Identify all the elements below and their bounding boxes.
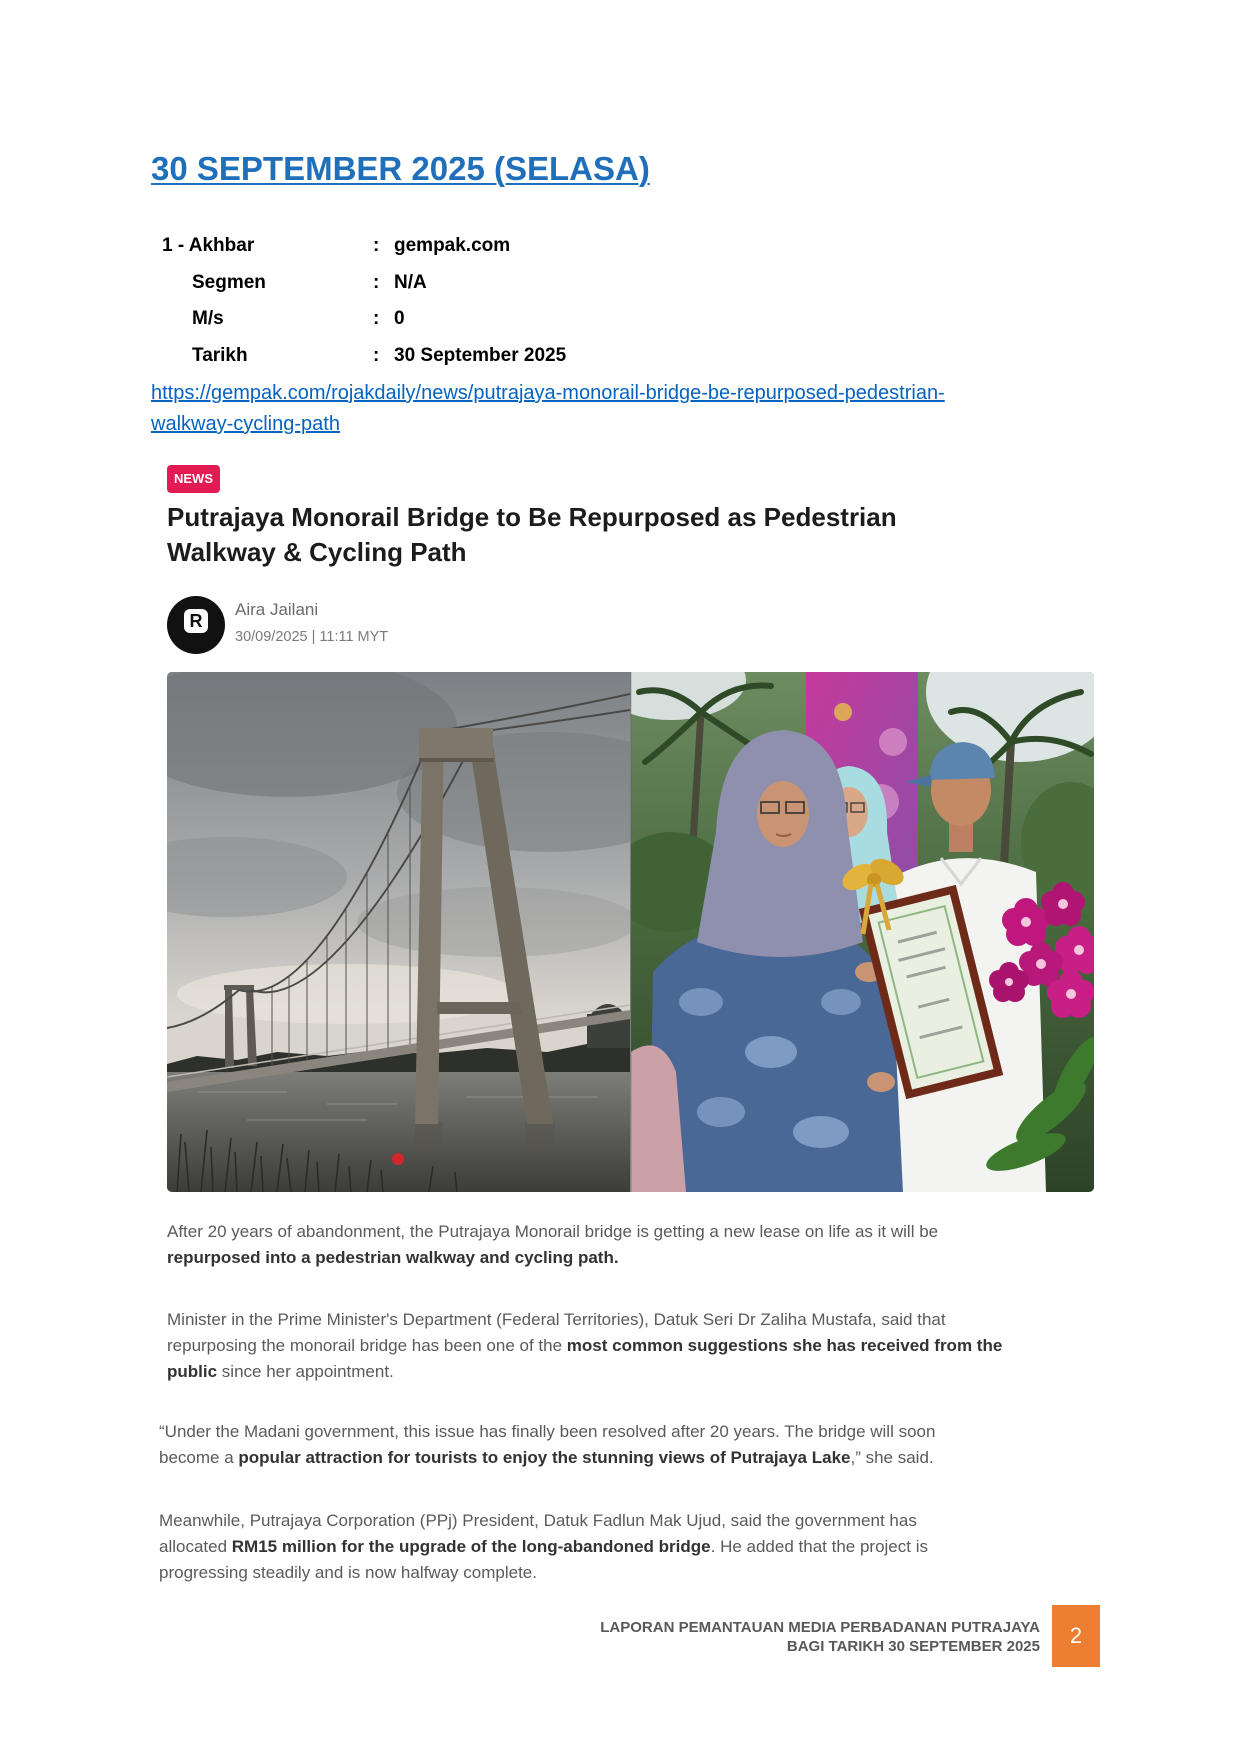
news-badge: NEWS [167, 465, 220, 493]
footer-line-1: LAPORAN PEMANTAUAN MEDIA PERBADANAN PUTRAJAYA [600, 1619, 1040, 1636]
info-value: N/A [394, 272, 427, 293]
bold-text-segment: RM15 million for the upgrade of the long-abandoned bridge [231, 1537, 711, 1556]
text-segment: “Under the Madani government, this issue has finally been resolved after 20 years. The bridge will soon [159, 1422, 936, 1441]
article-paragraph-2 [167, 1307, 1002, 1385]
info-label: Tarikh [192, 345, 248, 366]
info-separator: : [373, 345, 380, 366]
info-label: M/s [192, 308, 224, 329]
info-value: gempak.com [394, 235, 511, 256]
info-value: 0 [394, 308, 405, 329]
article-paragraph-4 [159, 1508, 928, 1586]
text-segment: ,” she said. [850, 1448, 934, 1467]
page-number-box: 2 [1052, 1605, 1100, 1667]
paragraph-line [159, 1508, 928, 1534]
text-segment: Minister in the Prime Minister's Department (Federal Territories), Datuk Seri Dr Zaliha Mustafa, said that [167, 1310, 946, 1329]
info-value: 30 September 2025 [394, 345, 567, 366]
rojakdaily-logo-icon: R [184, 609, 208, 633]
paragraph-line [159, 1419, 935, 1445]
info-separator: : [373, 235, 380, 256]
info-row-segmen [0, 264, 700, 301]
article-photo-collage [167, 672, 1094, 1192]
red-marker-dot [392, 1153, 404, 1165]
url-line-1[interactable]: https://gempak.com/rojakdaily/news/putrajaya-monorail-bridge-be-repurposed-pedestrian- [151, 382, 945, 404]
author-name: Aira Jailani [235, 600, 319, 619]
info-row-ms [0, 300, 700, 337]
bold-text-segment: most common suggestions she has received from the [566, 1336, 1003, 1355]
paragraph-line [159, 1445, 935, 1471]
text-segment: allocated [159, 1537, 232, 1556]
page-heading: 30 SEPTEMBER 2025 (SELASA) [151, 150, 650, 187]
article-paragraph-3 [159, 1419, 935, 1471]
url-line-2[interactable]: walkway-cycling-path [151, 413, 340, 435]
info-label: 1 - Akhbar [162, 235, 255, 256]
info-row-akhbar [0, 227, 700, 264]
paragraph-line [167, 1307, 1002, 1333]
article-title [167, 500, 897, 570]
info-label: Segmen [192, 272, 266, 293]
article-url-link[interactable] [151, 378, 945, 440]
report-footer [600, 1618, 1040, 1656]
paragraph-line [167, 1359, 1002, 1385]
text-segment: . He added that the project is [710, 1537, 928, 1556]
paragraph-line [159, 1560, 928, 1586]
text-segment: become a [159, 1448, 239, 1467]
paragraph-line [167, 1245, 938, 1271]
text-segment: repurposing the monorail bridge has been one of the [167, 1336, 567, 1355]
ceremony-photo [596, 672, 1094, 1192]
paragraph-line [167, 1333, 1002, 1359]
bold-text-segment: public [167, 1362, 218, 1381]
bold-text-segment: repurposed into a pedestrian walkway and cycling path. [167, 1248, 619, 1267]
article-title-line: Putrajaya Monorail Bridge to Be Repurposed as Pedestrian [167, 502, 897, 532]
info-row-tarikh [0, 337, 700, 374]
footer-line-2: BAGI TARIKH 30 SEPTEMBER 2025 [786, 1638, 1040, 1655]
article-title-line: Walkway & Cycling Path [167, 537, 467, 567]
info-separator: : [373, 272, 380, 293]
bridge-photo [167, 672, 697, 1192]
info-separator: : [373, 308, 380, 329]
article-paragraph-1 [167, 1219, 938, 1271]
text-segment: since her appointment. [217, 1362, 394, 1381]
paragraph-line [159, 1534, 928, 1560]
bold-text-segment: popular attraction for tourists to enjoy the stunning views of Putrajaya Lake [238, 1448, 851, 1467]
paragraph-line [167, 1219, 938, 1245]
text-segment: After 20 years of abandonment, the Putrajaya Monorail bridge is getting a new lease on life as it will be [167, 1222, 939, 1241]
article-photo [167, 672, 1094, 1192]
author-avatar [167, 596, 225, 654]
publish-datetime: 30/09/2025 | 11:11 MYT [235, 629, 389, 645]
text-segment: progressing steadily and is now halfway complete. [159, 1563, 537, 1582]
text-segment: Meanwhile, Putrajaya Corporation (PPj) President, Datuk Fadlun Mak Ujud, said the government has [159, 1511, 917, 1530]
